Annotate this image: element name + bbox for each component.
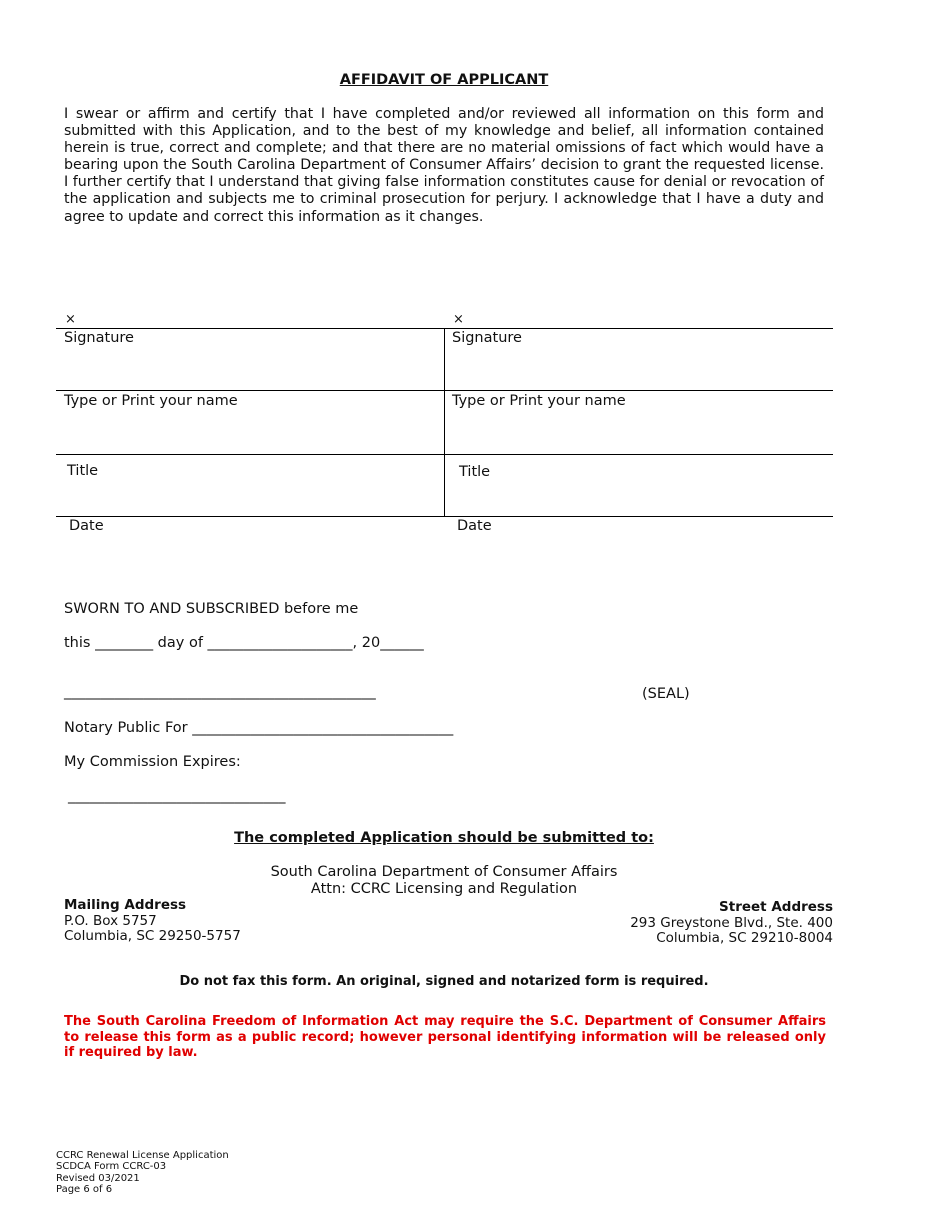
footer-revision: Revised 03/2021 bbox=[56, 1172, 140, 1184]
signature-block bbox=[56, 312, 833, 532]
title-label-left: Title bbox=[67, 463, 99, 479]
footer-form-name: CCRC Renewal License Application bbox=[56, 1150, 229, 1161]
mailing-address-label: Mailing Address bbox=[64, 897, 187, 913]
date-line bbox=[56, 516, 833, 517]
notary-signature-line: ___________________________________________ bbox=[64, 684, 376, 700]
street-address bbox=[630, 900, 833, 947]
foia-notice: The South Carolina Freedom of Information Act may require the S.C. Department of Consumer Affairs to release this form as a public record; however personal identifying information will be released only if required by law. bbox=[64, 1014, 826, 1060]
x-mark-right: × bbox=[453, 312, 464, 327]
submission-heading: The completed Application should be submitted to: bbox=[234, 830, 654, 846]
date-label-right: Date bbox=[457, 518, 492, 534]
page-title: AFFIDAVIT OF APPLICANT bbox=[339, 72, 549, 88]
no-fax-notice: Do not fax this form. An original, signed and notarized form is required. bbox=[179, 974, 709, 989]
signature-label-left: Signature bbox=[64, 330, 134, 346]
department-name: South Carolina Department of Consumer Affairs bbox=[270, 864, 618, 880]
department-attn: Attn: CCRC Licensing and Regulation bbox=[310, 881, 578, 897]
street-address-line2: Columbia, SC 29210-8004 bbox=[656, 930, 833, 946]
commission-expires: My Commission Expires: bbox=[64, 754, 241, 770]
sworn-text: SWORN TO AND SUBSCRIBED before me bbox=[64, 601, 359, 617]
signature-label-right: Signature bbox=[452, 330, 522, 346]
x-mark-left: × bbox=[65, 312, 76, 327]
street-address-line1: 293 Greystone Blvd., Ste. 400 bbox=[630, 914, 833, 931]
name-label-left: Type or Print your name bbox=[64, 393, 238, 409]
department-block bbox=[0, 864, 888, 898]
mailing-address-line2: Columbia, SC 29250-5757 bbox=[64, 928, 241, 944]
footer-form-number: SCDCA Form CCRC-03 bbox=[56, 1161, 167, 1173]
date-label-left: Date bbox=[69, 518, 104, 534]
mailing-address-line1: P.O. Box 5757 bbox=[64, 912, 157, 929]
commission-line: ______________________________ bbox=[68, 788, 286, 804]
seal-label: (SEAL) bbox=[642, 686, 690, 702]
form-footer bbox=[56, 1150, 229, 1195]
notary-public-for: Notary Public For ____________________________________ bbox=[64, 720, 454, 736]
street-address-label: Street Address bbox=[719, 899, 833, 915]
mailing-address bbox=[64, 898, 241, 945]
footer-page-number: Page 6 of 6 bbox=[56, 1183, 113, 1195]
column-divider bbox=[444, 328, 445, 516]
name-label-right: Type or Print your name bbox=[452, 393, 626, 409]
title-label-right: Title bbox=[459, 464, 491, 480]
affidavit-text: I swear or affirm and certify that I have completed and/or reviewed all information on this form and submitted with this Application, and to the best of my knowledge and belief, all information contained herein is true, correct and complete; and that there are no material omissions of fact which would have a bearing upon the South Carolina Department of Consumer Affairs’ decision to grant the requested license. I further certify that I understand that giving false information constitutes cause for denial or revocation of the application and subjects me to criminal prosecution for perjury. I acknowledge that I have a duty and agree to update and correct this information as it changes. bbox=[64, 106, 824, 225]
day-line: this ________ day of ____________________, 20______ bbox=[64, 635, 424, 651]
